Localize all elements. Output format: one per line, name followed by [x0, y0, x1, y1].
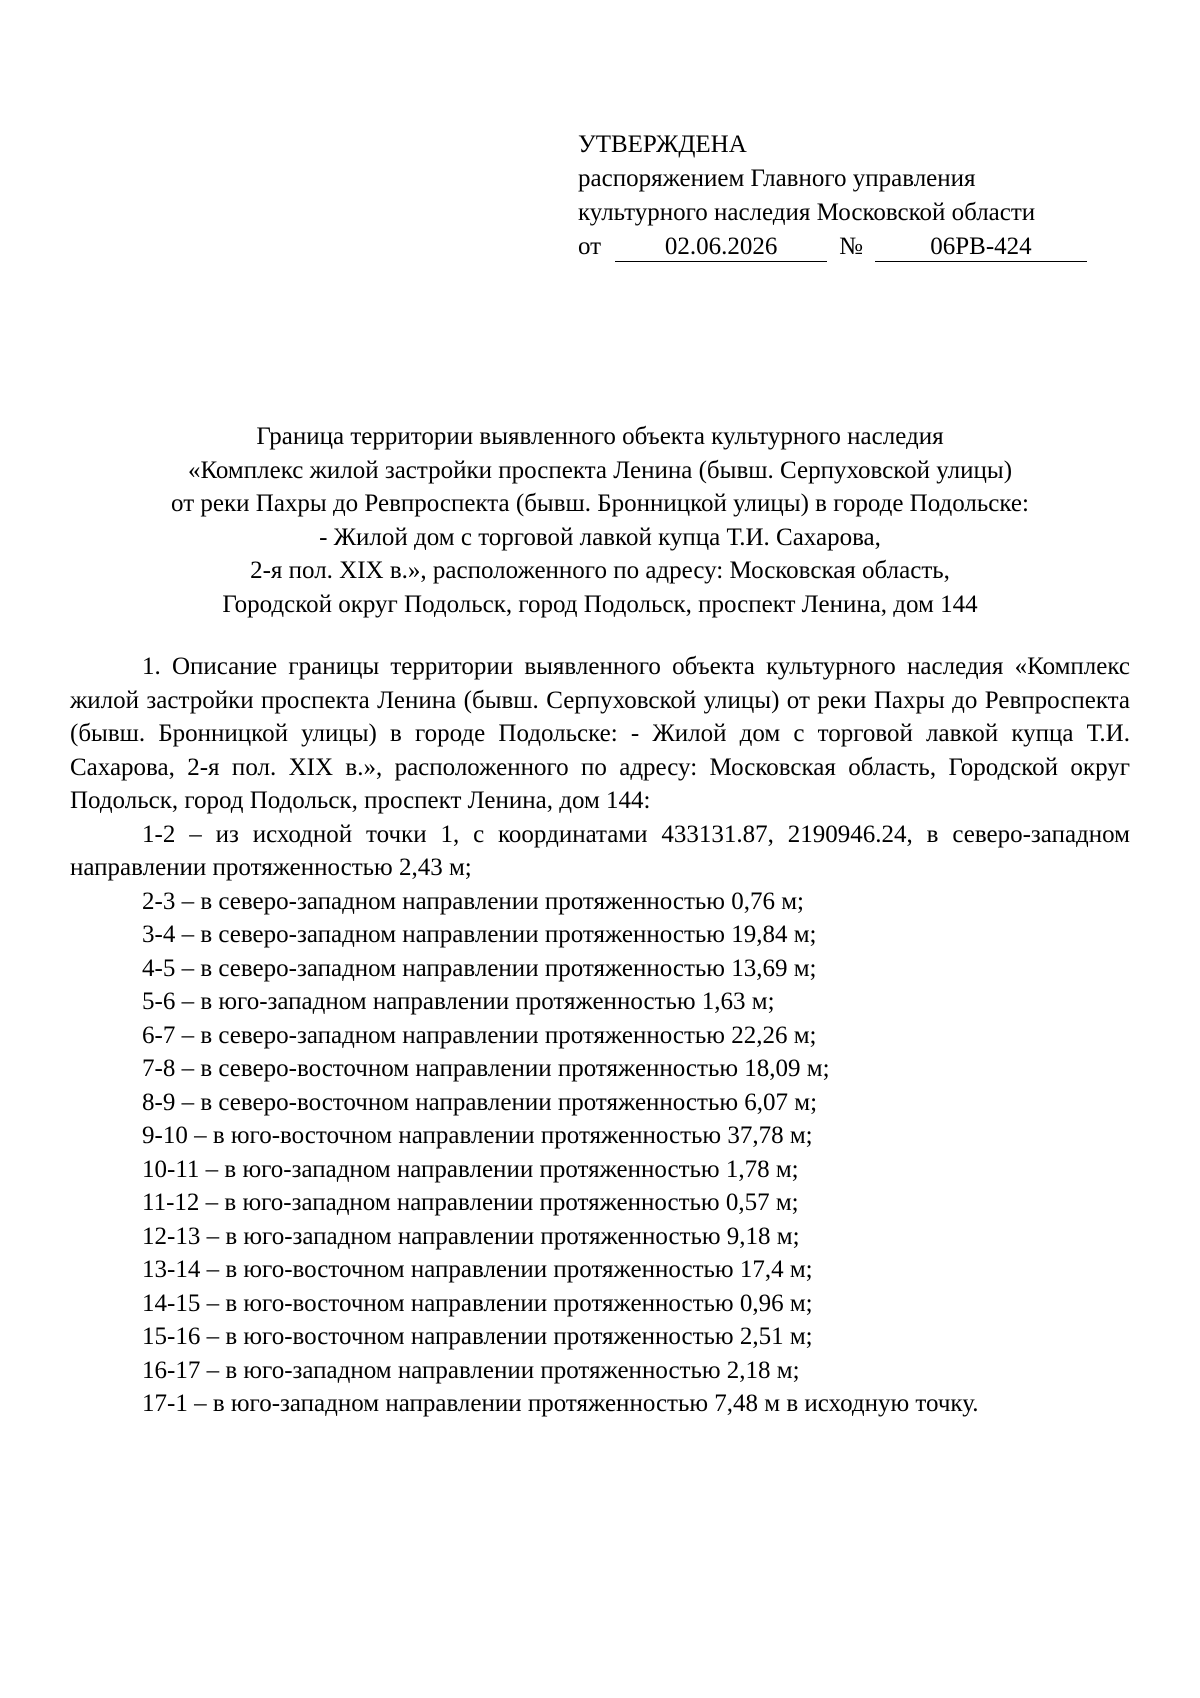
approval-date: 02.06.2026: [615, 233, 827, 262]
title-line: Граница территории выявленного объекта культурного наследия: [256, 423, 944, 450]
segment-item: 1-2 – из исходной точки 1, с координатами 433131.87, 2190946.24, в северо-западном направлении протяженностью 2,43 м;: [70, 820, 1130, 881]
title-line: от реки Пахры до Ревпроспекта (бывш. Бронницкой улицы) в городе Подольске:: [171, 490, 1029, 517]
title-line: «Комплекс жилой застройки проспекта Ленина (бывш. Серпуховской улицы): [187, 456, 1013, 484]
segment-item: 3-4 – в северо-западном направлении протяженностью 19,84 м;: [142, 921, 817, 948]
approval-stamp: [578, 128, 1138, 264]
approval-number: 06РВ-424: [875, 233, 1087, 262]
date-label: от: [578, 233, 602, 260]
segment-item: 2-3 – в северо-западном направлении протяженностью 0,76 м;: [142, 887, 804, 915]
segment-item: 12-13 – в юго-западном направлении протяженностью 9,18 м;: [142, 1222, 800, 1250]
approval-authority-line-1: распоряжением Главного управления: [578, 165, 976, 192]
segment-item: 15-16 – в юго-восточном направлении протяженностью 2,51 м;: [142, 1323, 813, 1350]
segment-item: 17-1 – в юго-западном направлении протяженностью 7,48 м в исходную точку.: [142, 1390, 979, 1417]
segment-item: 14-15 – в юго-восточном направлении протяженностью 0,96 м;: [142, 1289, 813, 1317]
approval-date-number-line: [578, 230, 1138, 264]
segment-item: 6-7 – в северо-западном направлении протяженностью 22,26 м;: [142, 1021, 817, 1049]
document-title: [70, 420, 1130, 621]
segment-item: 9-10 – в юго-восточном направлении протяженностью 37,78 м;: [142, 1122, 813, 1149]
segment-item: 5-6 – в юго-западном направлении протяженностью 1,63 м;: [142, 988, 775, 1015]
segment-item: 4-5 – в северо-западном направлении протяженностью 13,69 м;: [142, 954, 817, 982]
title-line: 2-я пол. XIX в.», расположенного по адресу: Московская область,: [250, 557, 950, 584]
approval-authority-line-2: культурного наследия Московской области: [578, 199, 1036, 226]
segment-item: 7-8 – в северо-восточном направлении протяженностью 18,09 м;: [142, 1055, 830, 1082]
segment-item: 13-14 – в юго-восточном направлении протяженностью 17,4 м;: [142, 1256, 813, 1283]
title-line: - Жилой дом с торговой лавкой купца Т.И. Сахарова,: [319, 523, 881, 551]
segment-list: [70, 818, 1130, 1421]
approval-heading: УТВЕРЖДЕНА: [578, 131, 747, 158]
number-label: №: [839, 233, 863, 260]
segment-item: 16-17 – в юго-западном направлении протяженностью 2,18 м;: [142, 1356, 800, 1384]
segment-item: 10-11 – в юго-западном направлении протяженностью 1,78 м;: [142, 1155, 799, 1183]
description-intro: 1. Описание границы территории выявленного объекта культурного наследия «Комплекс жилой застройки проспекта Ленина (бывш. Серпуховской улицы) от реки Пахры до Ревпроспекта (бывш. Бронницкой улицы) в городе Подольске: - Жилой дом с торговой лавкой купца Т.И. Сахарова, 2-я пол. XIX в.», расположенного по адресу: Московская область, Городской округ Подольск, город Подольск, проспект Ленина, дом 144:: [70, 653, 1130, 814]
segment-item: 11-12 – в юго-западном направлении протяженностью 0,57 м;: [142, 1189, 799, 1216]
segment-item: 8-9 – в северо-восточном направлении протяженностью 6,07 м;: [142, 1088, 818, 1116]
boundary-description: [70, 650, 1130, 1421]
title-line: Городской округ Подольск, город Подольск, проспект Ленина, дом 144: [222, 590, 978, 618]
